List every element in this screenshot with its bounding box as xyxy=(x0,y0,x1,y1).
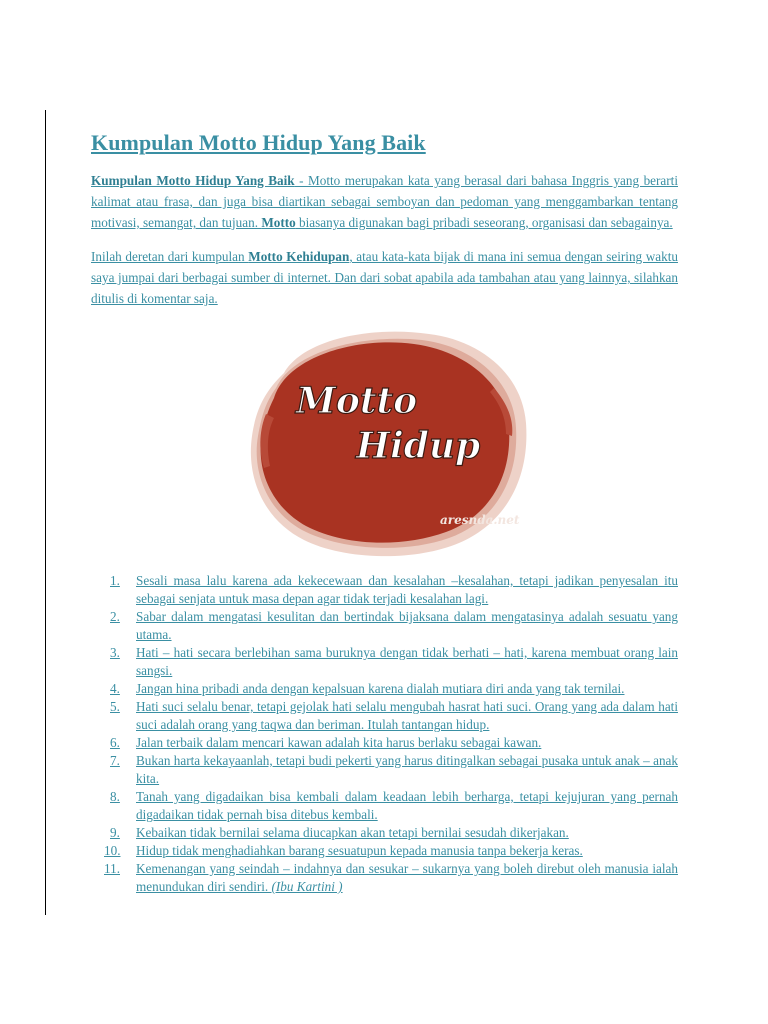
list-item-text: Hati suci selalu benar, tetapi gejolak hati selalu mengubah hasrat hati suci. Orang yang ada dalam hati suci adalah orang yang taqwa dan beriman. Itulah tantangan hidup. xyxy=(136,699,678,732)
list-item-text: Sesali masa lalu karena ada kekecewaan dan kesalahan –kesalahan, tetapi jadikan penyesalan itu sebagai senjata untuk masa depan agar tidak terjadi kesalahan lagi. xyxy=(136,573,678,606)
list-item-text: Jangan hina pribadi anda dengan kepalsuan karena dialah mutiara diri anda yang tak ternilai. xyxy=(136,681,625,696)
motto-list-item[interactable] xyxy=(91,842,678,860)
intro-text-1: - Motto merupakan kata yang berasal dari bahasa Inggris yang berarti kalimat atau frasa, dan juga bisa diartikan sebagai semboyan dan pedoman yang menggambarkan tentang motivasi, semangat, dan tujuan. xyxy=(91,173,678,230)
motto-list-item[interactable] xyxy=(91,608,678,644)
intro-paragraph[interactable] xyxy=(91,170,678,233)
motto-hidup-graphic xyxy=(244,318,529,560)
list-item-text: Kebaikan tidak bernilai selama diucapkan akan tetapi bernilai sesudah dikerjakan. xyxy=(136,825,569,840)
second-text-1: Inilah deretan dari kumpulan xyxy=(91,249,249,264)
list-item-text: Hati – hati secara berlebihan sama buruknya dengan tidak berhati – hati, karena membuat orang lain sangsi. xyxy=(136,645,678,678)
list-item-number: 2. xyxy=(110,609,120,624)
list-item-number: 6. xyxy=(110,735,120,750)
list-item-number: 11. xyxy=(104,861,120,876)
image-watermark: aresnda.net xyxy=(440,513,520,527)
motto-list-item[interactable] xyxy=(91,572,678,608)
list-item-text: Kemenangan yang seindah – indahnya dan sesukar – sukarnya yang boleh direbut oleh manusia ialah menundukan diri sendiri. xyxy=(136,861,678,894)
quote-attribution: (Ibu Kartini ) xyxy=(271,879,343,894)
image-text-hidup: Hidup xyxy=(356,425,481,467)
motto-list xyxy=(91,572,678,896)
image-text-motto: Motto xyxy=(296,380,418,422)
list-item-text: Sabar dalam mengatasi kesulitan dan bertindak bijaksana dalam mengatasinya adalah sesuatu yang utama. xyxy=(136,609,678,642)
list-item-number: 4. xyxy=(110,681,120,696)
list-item-number: 7. xyxy=(110,753,120,768)
second-text-2: , atau kata-kata bijak di mana ini semua dengan seiring waktu saya jumpai dari berbagai sumber di internet. Dan dari sobat apabila ada tambahan atau yang lainnya, silahkan ditulis di komentar saja. xyxy=(91,249,678,306)
intro-motto-bold: Motto xyxy=(261,215,296,230)
list-item-number: 3. xyxy=(110,645,120,660)
document-body xyxy=(91,128,678,896)
page-title[interactable]: Kumpulan Motto Hidup Yang Baik xyxy=(91,130,426,155)
list-item-number: 5. xyxy=(110,699,120,714)
motto-list-item[interactable] xyxy=(91,788,678,824)
second-bold: Motto Kehidupan xyxy=(248,249,350,264)
motto-list-item[interactable] xyxy=(91,680,678,698)
second-paragraph[interactable] xyxy=(91,246,678,309)
list-item-number: 8. xyxy=(110,789,120,804)
motto-list-item[interactable] xyxy=(91,752,678,788)
list-item-text: Hidup tidak menghadiahkan barang sesuatupun kepada manusia tanpa bekerja keras. xyxy=(136,843,583,858)
list-item-text: Jalan terbaik dalam mencari kawan adalah kita harus berlaku sebagai kawan. xyxy=(136,735,542,750)
motto-list-item[interactable] xyxy=(91,860,678,896)
page-margin-line xyxy=(45,110,46,915)
list-item-number: 9. xyxy=(110,825,120,840)
motto-list-item[interactable] xyxy=(91,698,678,734)
list-item-number: 1. xyxy=(110,573,120,588)
list-item-text: Tanah yang digadaikan bisa kembali dalam keadaan lebih berharga, tetapi kejujuran yang pernah digadaikan tidak pernah bisa ditebus kembali. xyxy=(136,789,678,822)
motto-list-item[interactable] xyxy=(91,824,678,842)
motto-list-item[interactable] xyxy=(91,734,678,752)
motto-list-item[interactable] xyxy=(91,644,678,680)
intro-text-2: biasanya digunakan bagi pribadi seseorang, organisasi dan sebagainya. xyxy=(295,215,673,230)
list-item-text: Bukan harta kekayaanlah, tetapi budi pekerti yang harus ditingalkan sebagai pusaka untuk anak – anak kita. xyxy=(136,753,678,786)
motto-hidup-image xyxy=(244,318,529,560)
list-item-number: 10. xyxy=(104,843,121,858)
intro-lead-bold: Kumpulan Motto Hidup Yang Baik xyxy=(91,173,295,188)
